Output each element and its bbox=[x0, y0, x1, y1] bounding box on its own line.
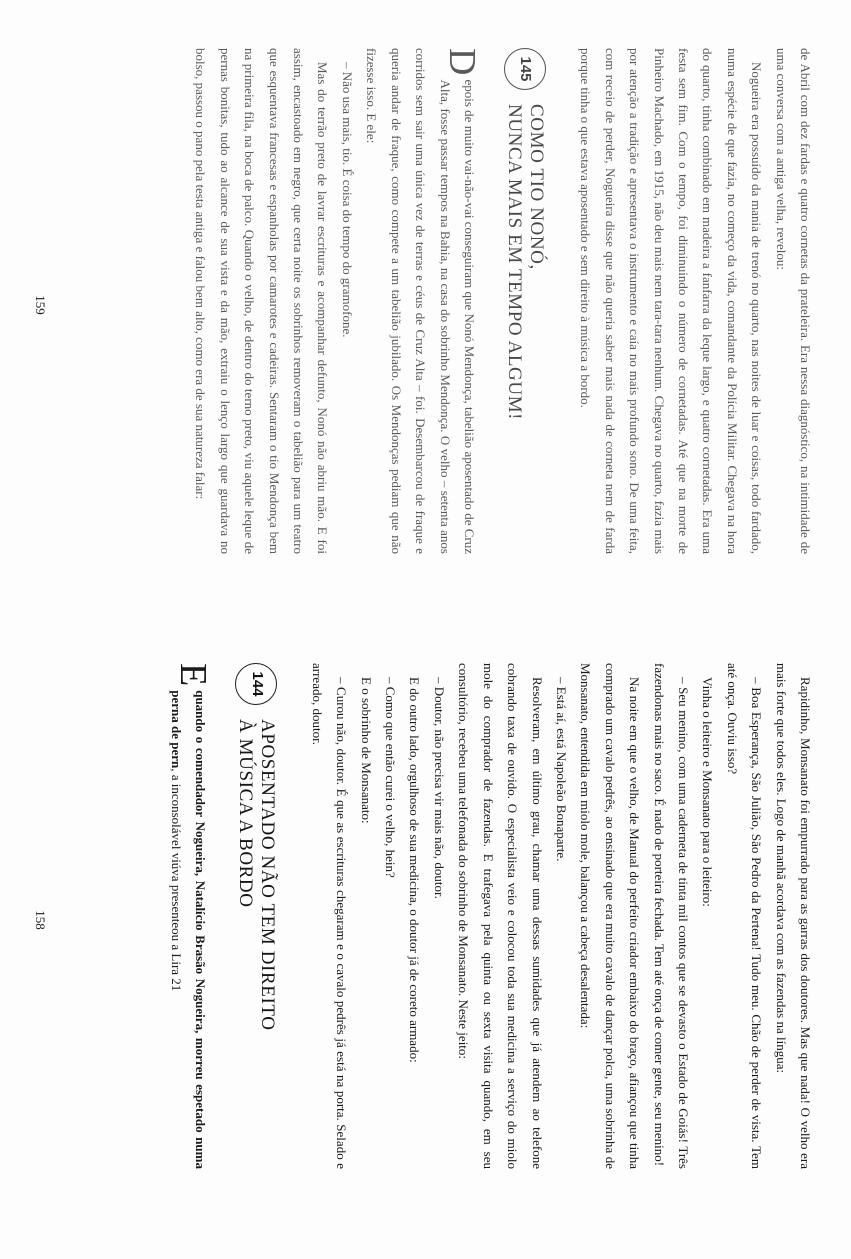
opening-text: epois de muito vai-não-vai conseguiram que Nonó Mendonça, tabelião aposentado de Cruz Alta, fosse passar tempos na Bahia, na casa do sobrinho Mendonça. O velho – setenta anos corridos sem sair uma única vez de terras e céus de Cruz Alta – foi. Desembarcou de fraque e queria andar de fraque, como compete a um tabelião jubilado. Os Mendonças pediam que não fizesse isso. E ele: bbox=[364, 48, 477, 554]
opening-text: , a inconsolável viúva presenteou a Lira 21 bbox=[169, 768, 185, 992]
chapter-title-line: À MÚSICA A BORDO bbox=[235, 719, 257, 908]
chapter-opening bbox=[359, 48, 481, 554]
chapter-heading bbox=[503, 48, 547, 554]
paragraph: – Seu menino, com uma caderneta de tinta mil contos que se devasto o Estado de Goiás! Três fazendonas mais no saco. É nado de porteira fechada. Tem até onça de comer gente, seu menino! bbox=[651, 663, 691, 1169]
chapter-title-line: COMO TIO NONÓ, bbox=[525, 104, 547, 270]
paragraph: de Abril com dez fardas e quatro cornetas da prateleira. Era nessa diagnóstico, na intimidade de uma conversa com a antiga velha, revelou: bbox=[773, 48, 813, 554]
page-number: 158 bbox=[33, 910, 49, 930]
right-page bbox=[0, 0, 851, 610]
paragraph: Na noite em que o velho, de Manual do perfeito criador embaixo do braço, afiançou que tinha comprado um cavalo pedrês, ao ensinado que era muito cavalo de dançar polca, uma sobrinha de Monsanato, entendida em miolo mole, balançou a cabeça desalentada: bbox=[578, 663, 643, 1169]
left-page-body bbox=[164, 663, 817, 1169]
drop-cap: D bbox=[440, 48, 483, 76]
paragraph: Nogueira era possuído da mania de trenó no quarto, nas noites de luar e coisas, todo fardado, numa espécie de que fazia, no começo da vida, comandante da Polícia Militar. Chegava na hora do quarto, tinha combinado em madeira a fanfarra da leque largo, e quatro cornetadas. Era uma festa sem fim. Com o tempo, foi diminuindo o número de cornetadas. Até que na morte de Pinheiro Machado, em 1915, não deu mais nem tara-tara nenhum. Chegava no quarto, fazia mais por atenção a tradição e apresentava o instrumento e caía no mais profundo sono. De uma feita, com receio de perder, Nogueira disse que não queria saber mais nada de corneta nem de farda porque tinha o que estava aposentado e sem direito à música a bordo. bbox=[578, 48, 765, 554]
chapter-title-line: APOSENTADO NÃO TEM DIREITO bbox=[257, 719, 279, 1031]
paragraph: – Está aí, está Napoleão Bonaparte. bbox=[553, 677, 569, 862]
right-page-body bbox=[188, 48, 817, 554]
left-page bbox=[0, 615, 851, 1225]
chapter-number-badge: 144 bbox=[235, 663, 277, 705]
paragraph: – Boa Esperança, São Julião, São Pedro da Pertena! Tudo meu. Chão de perder de vista. Tem até onça. Ouviu isso? bbox=[724, 663, 765, 1169]
page-number: 159 bbox=[33, 295, 49, 315]
drop-cap: E bbox=[172, 663, 215, 687]
paragraph: – Como que então curei o velho, hein? bbox=[383, 677, 399, 878]
chapter-opening bbox=[164, 663, 213, 1169]
paragraph: Mas do terrão preto de lavrar escrituras e acompanhar defunto, Nonó não abriu mão. E foi assim, encastoado em negro, que certa noite os sobrinhos removeram o tabelião para um teatro que esquentava francesas e espanholas por camarotes e cadeiras. Sentaram o tio Mendonça bem na primeira fila, na boca de palco. Quando o velho, de dentro do terno preto, viu aquele leque de pernas bonitas, tudo ao alcance de sua vista e da mão, extraiu o lenço largo que guardava no bolso, passou o pano pela testa antiga e falou bem alto, como era de sua natureza falar: bbox=[193, 48, 331, 554]
bold-lead-text: quando o comendador Nogueira, Natalício Brasão Nogueira, morreu espetado numa perna de pern bbox=[169, 690, 209, 1169]
chapter-title-line: NUNCA MAIS EM TEMPO ALGUM! bbox=[503, 104, 525, 421]
paragraph: – Curou não, doutor. É que as escrituras chegaram e o cavalo pedrês já está na porta. Selado e arreado, doutor. bbox=[309, 663, 350, 1169]
paragraph: – Não usa mais, tio. É coisa do tempo do gramofone. bbox=[339, 62, 355, 338]
paragraph: E o sobrinho de Monsanato: bbox=[358, 677, 374, 824]
paragraph: Resolveram, em último grau, chamar uma dessas sumidades que já atendem ao telefone cobrando taxa de ouvido. O especialista veio e colocou toda sua medicina a serviço do miolo mole do comprador de fazendas. E trafegava pela quinta ou sexta visita quando, em seu consultório, recebeu uma telefonada do sobrinho de Monsanato. Neste jeito: bbox=[456, 663, 545, 1169]
chapter-heading bbox=[234, 663, 278, 1169]
chapter-title bbox=[234, 719, 278, 1031]
paragraph: – Doutor, não precisa vir mais não, doutor. bbox=[431, 677, 447, 899]
chapter-number-badge: 145 bbox=[504, 48, 546, 90]
chapter-title bbox=[503, 104, 547, 420]
paragraph: E do outro lado, orgulhoso de sua medicina, o doutor já de coreto armado: bbox=[407, 677, 423, 1063]
paragraph: Vinha o leiteiro e Monsanato para o leiteiro: bbox=[700, 677, 716, 907]
paragraph: Rapidinho, Monsanato foi empurrado para as garras dos doutores. Mas que nada! O velho era mais forte que todos eles. Logo de manhã acordava com as fazendas na língua: bbox=[773, 663, 813, 1169]
